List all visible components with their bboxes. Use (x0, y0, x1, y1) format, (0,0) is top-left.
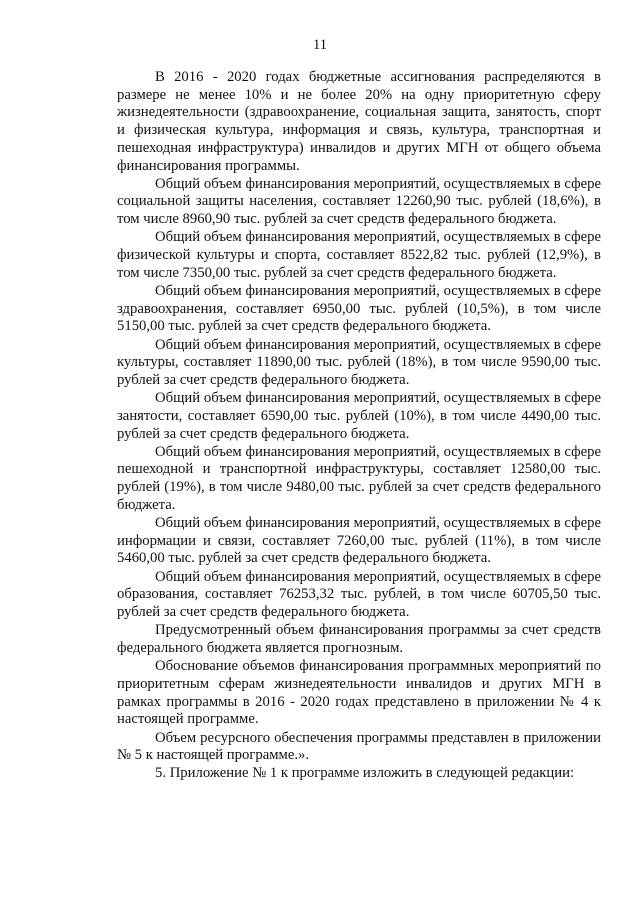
paragraph-employment: Общий объем финансирования мероприятий, осуществляемых в сфере занятости, составляет 6590,00 тыс. рублей (10%), в том числе 4490,00 тыс. рублей за счет средств федерального бюджета. (117, 390, 601, 442)
paragraph-appendix-amendment: 5. Приложение № 1 к программе изложить в следующей редакции: (155, 765, 575, 782)
paragraph-culture: Общий объем финансирования мероприятий, осуществляемых в сфере культуры, составляет 11890,00 тыс. рублей (18%), в том числе 9590,00 тыс. рублей за счет средств федерального бюджета. (117, 336, 601, 388)
paragraph-justification: Обоснование объемов финансирования программных мероприятий по приоритетным сферам жизнедеятельности инвалидов и других МГН в рамках программы в 2016 - 2020 годах представлено в приложении № 4 к настоящей программе. (117, 658, 601, 728)
paragraph-resource-provision: Объем ресурсного обеспечения программы представлен в приложении № 5 к настоящей программе.». (117, 729, 601, 764)
page-number: 11 (313, 37, 327, 53)
paragraph-healthcare: Общий объем финансирования мероприятий, осуществляемых в сфере здравоохранения, составляет 6950,00 тыс. рублей (10,5%), в том числе 5150,00 тыс. рублей за счет средств федерального бюджета. (117, 282, 601, 335)
body-text (117, 69, 601, 783)
paragraph-budget-allocation: В 2016 - 2020 годах бюджетные ассигнования распределяются в размере не менее 10% и не более 20% на одну приоритетную сферу жизнедеятельности (здравоохранение, социальная защита, занятость, спорт и физическая культура, информация и связь, культура, транспортная и пешеходная инфраструктура) инвалидов и других МГН от общего объема финансирования программы. (117, 69, 601, 174)
paragraph-physical-culture-sport: Общий объем финансирования мероприятий, осуществляемых в сфере физической культуры и спорта, составляет 8522,82 тыс. рублей (12,9%), в том числе 7350,00 тыс. рублей за счет средств федерального бюджета. (117, 229, 601, 281)
paragraph-information-communication: Общий объем финансирования мероприятий, осуществляемых в сфере информации и связи, составляет 7260,00 тыс. рублей (11%), в том числе 5460,00 тыс. рублей за счет средств федерального бюджета. (117, 515, 601, 567)
paragraph-social-protection: Общий объем финансирования мероприятий, осуществляемых в сфере социальной защиты населения, составляет 12260,90 тыс. рублей (18,6%), в том числе 8960,90 тыс. рублей за счет средств федерального бюджета. (117, 175, 601, 228)
paragraph-transport-infrastructure: Общий объем финансирования мероприятий, осуществляемых в сфере пешеходной и транспортной инфраструктуры, составляет 12580,00 тыс. рублей (19%), в том числе 9480,00 тыс. рублей за счет средств федерального бюджета. (117, 443, 601, 513)
paragraph-education: Общий объем финансирования мероприятий, осуществляемых в сфере образования, составляет 76253,32 тыс. рублей, в том числе 60705,50 тыс. рублей за счет средств федерального бюджета. (117, 568, 601, 621)
paragraph-federal-forecast: Предусмотренный объем финансирования программы за счет средств федерального бюджета является прогнозным. (117, 622, 601, 656)
